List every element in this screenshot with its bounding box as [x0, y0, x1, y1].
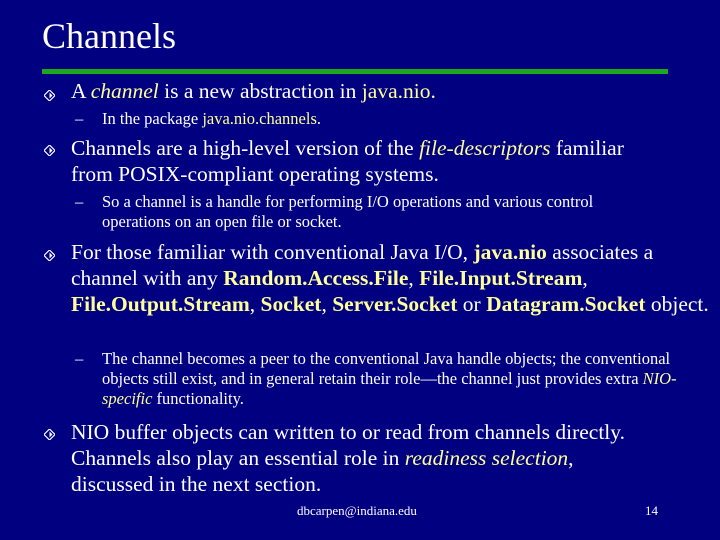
dash-marker: –: [75, 109, 84, 128]
footer-email: dbcarpen@indiana.edu: [297, 503, 417, 518]
diamond-bullet-icon: [44, 90, 55, 101]
diamond-bullet-icon: [44, 429, 55, 440]
sub-bullet-text: The channel becomes a peer to the conventional Java handle objects; the conventional objects still exist, and in general retain their role—the channel just provides extra NIO-specific functionality.: [102, 349, 677, 408]
sub-bullet-text: In the package java.nio.channels.: [102, 109, 321, 128]
bullet-text: NIO buffer objects can written to or read from channels directly. Channels also play an essential role in readiness selection, discussed in the next section.: [71, 420, 626, 496]
dash-marker: –: [75, 192, 84, 211]
page-number: 14: [645, 503, 658, 518]
title-rule: [42, 69, 668, 74]
diamond-bullet-icon: [44, 145, 55, 156]
bullet-text: For those familiar with conventional Java I/O, java.nio associates a channel with any Random.Access.File, File.Input.Stream, File.Output.Stream, Socket, Server.Socket or Datagram.Socket object.: [71, 240, 709, 316]
bullet-text: Channels are a high-level version of the file-descriptors familiar from POSIX-compliant operating systems.: [71, 136, 624, 186]
slide-title: Channels: [42, 16, 176, 56]
dash-marker: –: [75, 349, 84, 368]
diamond-bullet-icon: [44, 250, 55, 261]
bullet-text: A channel is a new abstraction in java.nio.: [71, 79, 436, 103]
sub-bullet-text: So a channel is a handle for performing I/O operations and various control operations on an open file or socket.: [102, 192, 594, 231]
